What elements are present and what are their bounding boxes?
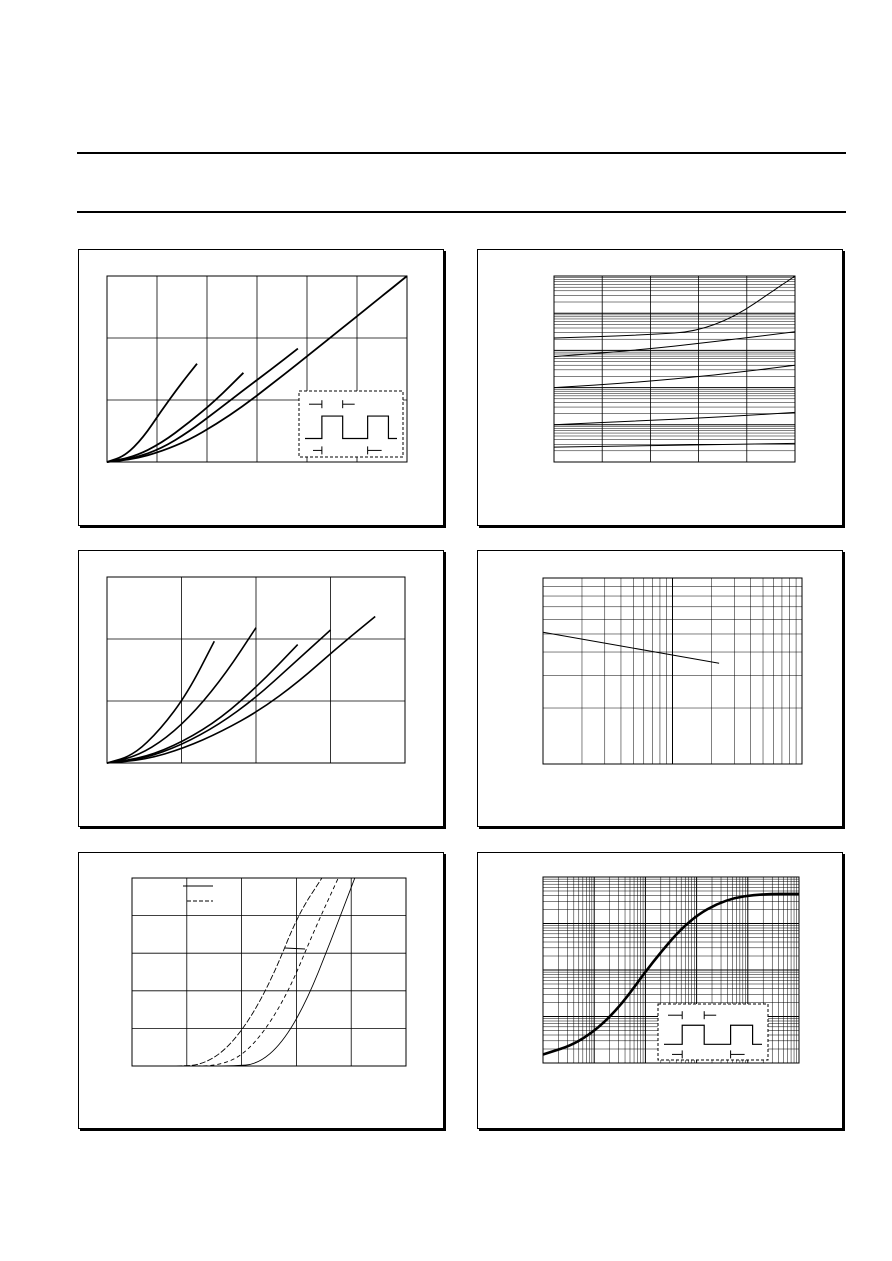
series-line [554,443,795,447]
chart-6 [478,853,842,1128]
series-line [554,412,795,424]
chart-panel-4 [477,550,843,827]
series-line [554,332,795,357]
chart-panel-1 [78,249,444,526]
plot-frame [132,878,406,1066]
plot-frame [554,276,795,462]
annotation-arrow [285,948,305,949]
chart-2 [478,250,842,525]
series-line [554,276,795,338]
inset-frame [658,1004,768,1060]
series-line [185,878,355,1066]
chart-panel-2 [477,249,843,526]
series-line [168,878,338,1066]
chart-panel-5 [78,852,444,1129]
series-line [543,632,719,663]
inset-frame [299,391,403,457]
header-rule-bottom [77,211,846,213]
chart-panel-3 [78,550,444,827]
header-rule-top [77,152,846,154]
chart-3 [79,551,443,826]
series-line [107,630,331,763]
series-line [107,373,243,462]
chart-5 [79,853,443,1128]
chart-panel-6 [477,852,843,1129]
series-line [107,641,214,763]
chart-1 [79,250,443,525]
chart-4 [478,551,842,826]
